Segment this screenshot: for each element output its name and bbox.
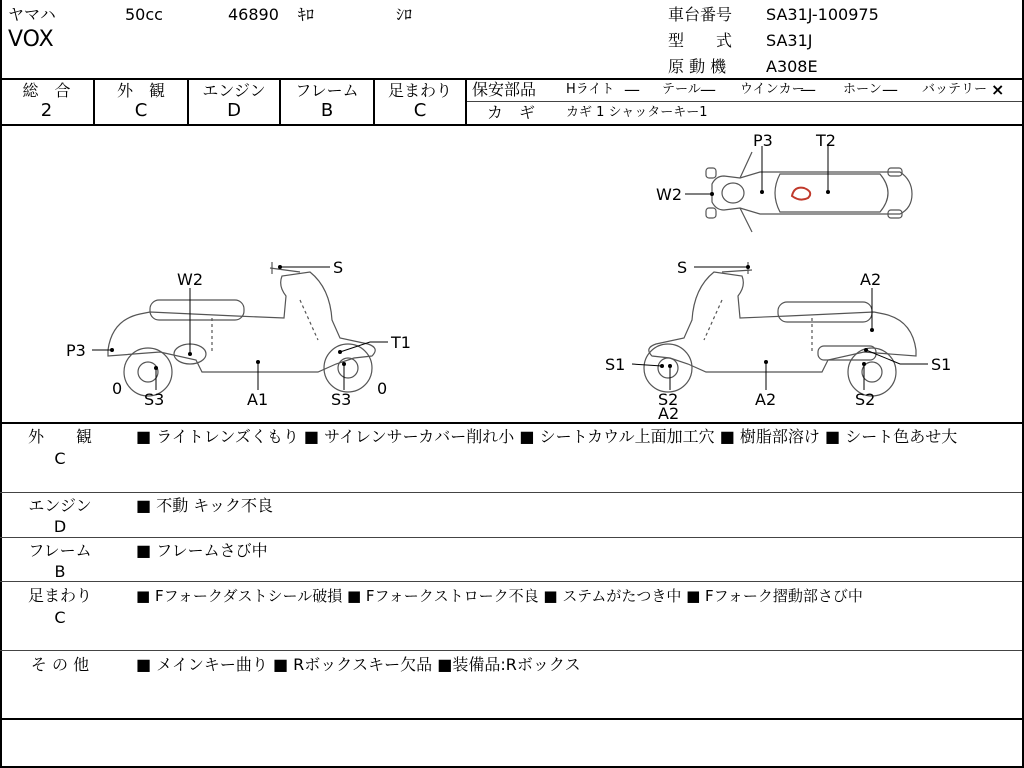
diagram-label: S1 [931,355,952,374]
diagram-label: 0 [377,379,388,398]
remark-label: そ の 他 [30,655,90,674]
safety-item: テール [662,82,701,97]
grade-value: 2 [40,100,53,121]
diagram-label: S [333,258,344,277]
damage-diagram [0,126,1022,422]
remark-text: ■ 不動 キック不良 [136,496,273,515]
key-value: カギ 1 シャッターキー1 [566,105,708,120]
damage-mark [792,188,810,200]
grade-value: B [320,100,334,121]
diagram-label: T1 [391,333,411,352]
mileage-unit: ｷﾛ [298,5,315,24]
remark-label: 外 観 [27,427,92,446]
mileage: 46890 [228,5,279,24]
diagram-label: A1 [247,390,269,409]
grade-engine [189,80,279,124]
diagram-label: S2 [658,390,679,409]
diagram-label: A2 [658,404,680,422]
grade-suspension [375,80,465,124]
remark-grade: D [53,517,67,536]
grade-label: 足まわり [387,81,452,100]
safety-mark: — [700,80,716,99]
safety-item: ホーン [843,82,882,97]
safety-mark: — [882,80,898,99]
diagram-label: S1 [605,355,626,374]
grade-value: C [413,100,427,121]
type-label: 型 式 [668,31,733,50]
engine-label: 原 動 機 [668,57,727,76]
grade-frame [281,80,373,124]
diagram-label: S3 [331,390,352,409]
remark-text: ■ メインキー曲り ■ Rボックスキー欠品 ■装備品:Rボックス [136,655,581,674]
safety-item: Hライト [566,82,615,97]
diagram-label: W2 [177,270,203,289]
diagram-label: S3 [144,390,165,409]
diagram-label: S2 [855,390,876,409]
remark-grade: C [54,449,66,468]
frame-no-label: 車台番号 [668,5,733,24]
divider [0,492,1022,493]
grade-label: フレーム [295,81,359,100]
remark-grade: C [54,608,66,627]
remark-label: フレーム [28,541,92,560]
diagram-label: T2 [816,131,836,150]
diagram-label: 0 [112,379,123,398]
safety-mark: — [800,80,816,99]
safety-mark: — [624,80,640,99]
diagram-label: A2 [755,390,777,409]
safety-item: バッテリー [922,82,988,97]
frame-no: SA31J-100975 [766,5,879,24]
grade-exterior [95,80,187,124]
color: ｼﾛ [396,5,413,24]
displacement: 50cc [125,5,163,24]
diagram-label: W2 [656,185,682,204]
divider [465,78,467,126]
remark-text: ■ フレームさび中 [136,541,268,560]
scooter-left-view [108,262,375,396]
engine-value: A308E [766,57,818,76]
remark-label: 足まわり [27,586,92,605]
diagram-label: P3 [753,131,773,150]
divider [0,650,1022,651]
grade-label: エンジン [202,81,266,100]
maker: ヤマハ [8,5,56,24]
divider [0,422,1022,424]
divider [0,581,1022,582]
remark-text: ■ ライトレンズくもり ■ サイレンサーカバー削れ小 ■ シートカウル上面加工穴 ■ 樹脂部溶け ■ シート色あせ大 [136,427,958,446]
grade-label: 外 観 [116,81,165,100]
model-name: VOX [8,27,54,52]
grade-value: D [227,100,241,121]
grade-value: C [134,100,148,121]
diagram-label: A2 [860,270,882,289]
safety-mark: × [991,80,1005,99]
remark-label: エンジン [28,496,92,515]
safety-item: ウインカー [740,82,805,97]
type-value: SA31J [766,31,813,50]
divider [467,101,1022,102]
divider [0,718,1022,720]
remark-grade: B [54,562,66,581]
safety-label: 保安部品 [472,80,537,99]
key-label: カ ギ [487,103,536,122]
divider [0,537,1022,538]
remark-text: ■ Fフォークダストシール破損 ■ Fフォークストローク不良 ■ ステムがたつき中 ■ Fフォーク摺動部さび中 [136,587,863,605]
diagram-label: S [677,258,688,277]
grade-overall [0,80,93,124]
grade-label: 総 合 [22,81,71,100]
diagram-label: P3 [66,341,86,360]
